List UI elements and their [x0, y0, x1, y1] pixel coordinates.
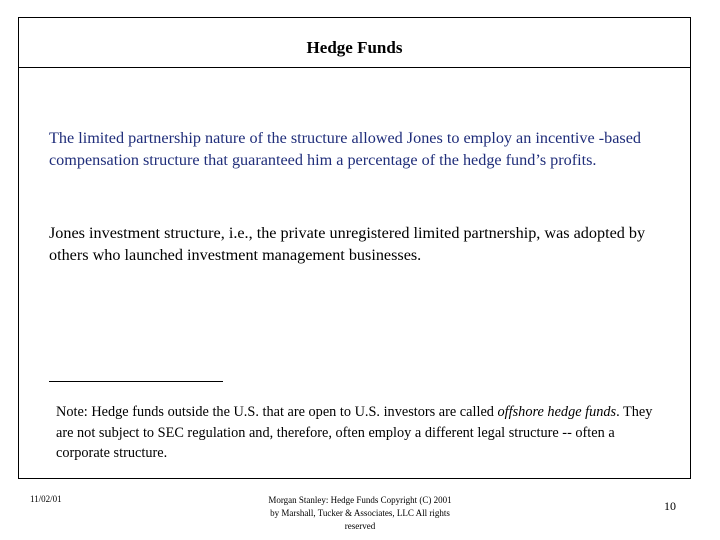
footnote-emphasis: offshore hedge funds: [497, 404, 617, 420]
slide-title: Hedge Funds: [306, 38, 403, 57]
footnote: [56, 402, 672, 464]
paragraph-incentive-compensation: The limited partnership nature of the structure allowed Jones to employ an incentive -based compensation structure that guaranteed him a percentage of the hedge fund’s profits.: [49, 129, 642, 169]
slide-frame: [18, 17, 691, 479]
title-divider: [19, 67, 690, 68]
paragraph-investment-structure: Jones investment structure, i.e., the private unregistered limited partnership, was adopted by others who launched investment management businesses.: [49, 224, 646, 264]
page-number: 10: [664, 499, 676, 513]
footer-copyright: [220, 494, 500, 533]
copyright-line-3: reserved: [344, 521, 376, 531]
footer-date: 11/02/01: [30, 494, 62, 504]
footnote-prefix: Note: Hedge funds outside the U.S. that are open to U.S. investors are called: [56, 404, 498, 420]
copyright-line-2: by Marshall, Tucker & Associates, LLC All rights: [270, 508, 450, 518]
footnote-suffix: . They are not subject to SEC regulation and, therefore, often employ a different legal structure -- often a corporate structure.: [56, 404, 653, 461]
copyright-line-1: Morgan Stanley: Hedge Funds Copyright (C) 2001: [268, 495, 452, 505]
footnote-divider: [49, 381, 223, 382]
